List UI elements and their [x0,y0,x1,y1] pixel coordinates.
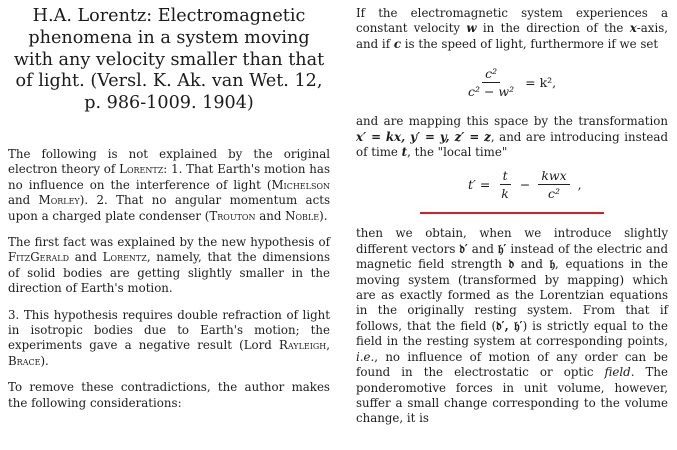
name-fitzgerald: FitzGerald [8,250,70,265]
numerator: t [500,168,511,185]
abbr-ie: i.e. [356,349,375,364]
left-column [8,0,330,411]
paragraph-1 [8,147,330,224]
equation-k-body [465,66,560,99]
text: ). 2. That no angular momentum acts upon a charged plate condenser ( [8,193,330,223]
paragraph-velocity [356,6,668,52]
equation-local-time-body [464,168,586,201]
text: 3. This hypothesis requires double refraction of light in isotropic bodies due to Earth's motion; the experiments gave a negative result (Lord [8,307,330,353]
name-lorentz: Lorentz [102,250,147,265]
minus-sign: − [519,177,531,193]
paragraph-transformation [356,114,668,160]
text: , no influence of motion of any order can be found in the electrostatic or optic [356,349,668,380]
text: The first fact was explained by the new hypothesis of [8,235,330,250]
text: , namely, that the dimensions of solid bodies are getting slightly smaller in the direction of Earth's motion. [8,250,330,296]
word-field: field [604,365,631,380]
text: in the direction of the [476,21,630,36]
paper-title: H.A. Lorentz: Electromagnetic phenomena in a system moving with any velocity smaller than that of light. (Versl. K. Ak. van Wet. 12, p. 986-1009. 1904) [13,6,325,114]
var-d: 𝔡 [508,257,515,272]
paragraph-result [356,226,668,426]
var-t: t [401,145,408,160]
text: ) is strictly equal to the field in the resting system at corresponding points, [356,318,668,349]
text: and [514,257,550,272]
text: . The ponderomotive forces in unit volume, however, suffer a small change corresponding to the volume change, it is [356,365,668,426]
name-michelson: Michelson [271,177,330,192]
text: The following is not explained by the original electron theory of [8,146,330,177]
var-w: w [466,21,477,36]
field-pair: 𝔡′, 𝔥′ [496,318,523,333]
numerator: c² [482,66,500,83]
denominator: c² [547,186,560,202]
name-rayleigh: Rayleigh [278,338,327,353]
fraction-1 [498,168,512,201]
var-d-prime: 𝔡′ [459,241,468,256]
paragraph-3 [8,308,330,370]
equation-lhs: t′ = [468,177,491,193]
transformation-eq: x′ = kx, y′ = y, z′ = z [356,129,491,144]
fraction [465,66,517,99]
var-c: c [393,36,402,51]
equation-local-time [356,164,668,222]
text: ). [40,353,49,368]
denominator: k [501,186,509,202]
text: instead of the electric and magnetic field strength [356,241,669,272]
var-x: x [629,21,637,36]
text: , equations in the moving system (transformed by mapping) which are as exactly formed as the Lorentzian equations in the originally resting system. From that if follows, that the field ( [356,257,668,333]
text: and [467,241,498,256]
text: is the speed of light, furthermore if we set [401,36,659,51]
text: If the electromagnetic system experiences a constant velocity [356,6,668,36]
text: and are mapping this space by the transformation [356,114,668,129]
paragraph-2 [8,235,330,297]
text: then we obtain, when we introduce slightly different vectors [356,226,668,256]
denominator: c² − w² [468,84,515,100]
text: , and are introducing instead of time [356,129,668,160]
comma: , [577,177,582,193]
text: , the "local time" [407,145,508,160]
equation-rhs: = k², [525,75,557,91]
equation-k [356,58,668,110]
name-noble: Noble [285,208,320,223]
name-brace: Brace [8,353,41,368]
text: , [326,338,330,353]
text: and [69,250,103,265]
fraction-2 [538,168,569,201]
text: and [255,208,286,223]
paragraph-4: To remove these contradictions, the author makes the following considerations: [8,380,330,410]
highlight-underline [420,212,604,214]
name-trouton: Trouton [209,208,256,223]
text: : 1. That Earth's motion has no influence on the interference of light ( [8,162,330,192]
text: -axis, and if [356,21,669,51]
right-column [356,0,668,427]
name-morley: Morley [38,193,80,208]
var-h: 𝔥 [549,257,556,272]
name-lorentz: Lorentz [119,162,164,177]
text: ). [319,208,328,223]
var-h-prime: 𝔥′ [497,241,507,256]
text: and [8,193,39,208]
numerator: kwx [538,168,569,185]
